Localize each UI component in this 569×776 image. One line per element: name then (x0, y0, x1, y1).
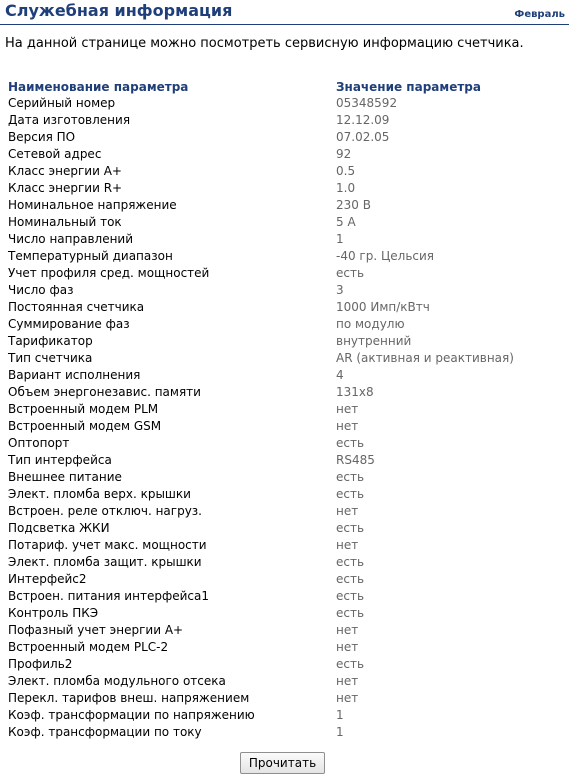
column-header-name: Наименование параметра (8, 80, 189, 94)
param-value: 4 (336, 368, 344, 382)
table-row (0, 214, 569, 231)
param-value: нет (336, 674, 359, 688)
param-value: есть (336, 555, 365, 569)
page-header (0, 0, 569, 25)
param-value: 230 В (336, 198, 371, 212)
param-name: Встроен. реле отключ. нагруз. (8, 504, 202, 518)
table-row (0, 690, 569, 707)
param-name: Перекл. тарифов внеш. напряжением (8, 691, 250, 705)
param-value: нет (336, 623, 359, 637)
param-value: -40 гр. Цельсия (336, 249, 435, 263)
table-row (0, 316, 569, 333)
table-row (0, 656, 569, 673)
param-value: есть (336, 657, 365, 671)
table-row (0, 435, 569, 452)
param-name: Сетевой адрес (8, 147, 102, 161)
page-title: Служебная информация (5, 1, 233, 20)
table-row (0, 724, 569, 741)
param-name: Пофазный учет энергии А+ (8, 623, 184, 637)
table-row (0, 282, 569, 299)
param-name: Элект. пломба защит. крышки (8, 555, 202, 569)
param-value: по модулю (336, 317, 405, 331)
param-value: нет (336, 419, 359, 433)
param-name: Тип интерфейса (8, 453, 112, 467)
param-value: есть (336, 487, 365, 501)
param-name: Элект. пломба верх. крышки (8, 487, 191, 501)
param-value: внутренний (336, 334, 412, 348)
header-link-february[interactable]: Февраль (514, 9, 565, 20)
param-name: Встроенный модем PLM (8, 402, 159, 416)
table-row (0, 605, 569, 622)
param-name: Встроен. питания интерфейса1 (8, 589, 209, 603)
param-name: Суммирование фаз (8, 317, 130, 331)
param-name: Потариф. учет макс. мощности (8, 538, 207, 552)
table-row (0, 146, 569, 163)
param-name: Объем энергонезавис. памяти (8, 385, 201, 399)
param-name: Оптопорт (8, 436, 70, 450)
table-row (0, 163, 569, 180)
param-name: Контроль ПКЭ (8, 606, 99, 620)
table-row (0, 486, 569, 503)
table-row (0, 622, 569, 639)
param-value: 1000 Имп/кВтч (336, 300, 430, 314)
table-row (0, 707, 569, 724)
param-value: нет (336, 402, 359, 416)
param-name: Коэф. трансформации по току (8, 725, 202, 739)
param-value: 5 А (336, 215, 356, 229)
param-name: Постоянная счетчика (8, 300, 145, 314)
param-name: Номинальное напряжение (8, 198, 177, 212)
read-button[interactable]: Прочитать (240, 752, 325, 774)
table-row (0, 520, 569, 537)
table-row (0, 95, 569, 112)
table-row (0, 112, 569, 129)
param-value: 07.02.05 (336, 130, 390, 144)
param-name: Интерфейс2 (8, 572, 87, 586)
param-name: Серийный номер (8, 96, 116, 110)
table-row (0, 299, 569, 316)
table-row (0, 503, 569, 520)
table-row (0, 588, 569, 605)
param-value: 1 (336, 725, 344, 739)
param-value: 1.0 (336, 181, 356, 195)
table-row (0, 384, 569, 401)
param-name: Вариант исполнения (8, 368, 141, 382)
param-name: Тип счетчика (8, 351, 93, 365)
param-name: Учет профиля сред. мощностей (8, 266, 210, 280)
table-row (0, 350, 569, 367)
table-row (0, 180, 569, 197)
param-name: Коэф. трансформации по напряжению (8, 708, 255, 722)
param-name: Внешнее питание (8, 470, 122, 484)
param-value: нет (336, 691, 359, 705)
table-row (0, 265, 569, 282)
intro-text: На данной странице можно посмотреть сервисную информацию счетчика. (5, 36, 524, 51)
table-row (0, 571, 569, 588)
param-value: есть (336, 266, 365, 280)
param-name: Температурный диапазон (8, 249, 173, 263)
param-value: 1 (336, 708, 344, 722)
param-value: нет (336, 538, 359, 552)
param-value: AR (активная и реактивная) (336, 351, 514, 365)
param-name: Дата изготовления (8, 113, 131, 127)
table-row (0, 673, 569, 690)
param-value: есть (336, 589, 365, 603)
column-header-value: Значение параметра (336, 80, 481, 94)
param-name: Номинальный ток (8, 215, 122, 229)
param-name: Встроенный модем GSM (8, 419, 162, 433)
param-value: RS485 (336, 453, 375, 467)
param-name: Элект. пломба модульного отсека (8, 674, 226, 688)
table-row (0, 333, 569, 350)
param-name: Число фаз (8, 283, 74, 297)
table-row (0, 248, 569, 265)
table-row (0, 452, 569, 469)
param-name: Версия ПО (8, 130, 76, 144)
param-value: 0.5 (336, 164, 356, 178)
params-table (0, 95, 569, 741)
param-value: 05348592 (336, 96, 398, 110)
table-row (0, 537, 569, 554)
param-value: нет (336, 504, 359, 518)
param-value: 1 (336, 232, 344, 246)
table-row (0, 197, 569, 214)
param-value: есть (336, 470, 365, 484)
param-name: Встроенный модем PLC-2 (8, 640, 169, 654)
param-value: 131x8 (336, 385, 374, 399)
param-name: Подсветка ЖКИ (8, 521, 110, 535)
table-row (0, 129, 569, 146)
param-value: есть (336, 521, 365, 535)
param-name: Класс энергии А+ (8, 164, 122, 178)
table-row (0, 639, 569, 656)
param-value: 92 (336, 147, 352, 161)
param-name: Класс энергии R+ (8, 181, 123, 195)
param-value: нет (336, 640, 359, 654)
table-row (0, 554, 569, 571)
param-name: Тарификатор (8, 334, 93, 348)
table-row (0, 418, 569, 435)
param-value: есть (336, 572, 365, 586)
table-row (0, 401, 569, 418)
param-value: 12.12.09 (336, 113, 390, 127)
param-value: 3 (336, 283, 344, 297)
param-value: есть (336, 606, 365, 620)
param-name: Профиль2 (8, 657, 73, 671)
param-value: есть (336, 436, 365, 450)
table-row (0, 367, 569, 384)
param-name: Число направлений (8, 232, 134, 246)
table-row (0, 469, 569, 486)
table-row (0, 231, 569, 248)
